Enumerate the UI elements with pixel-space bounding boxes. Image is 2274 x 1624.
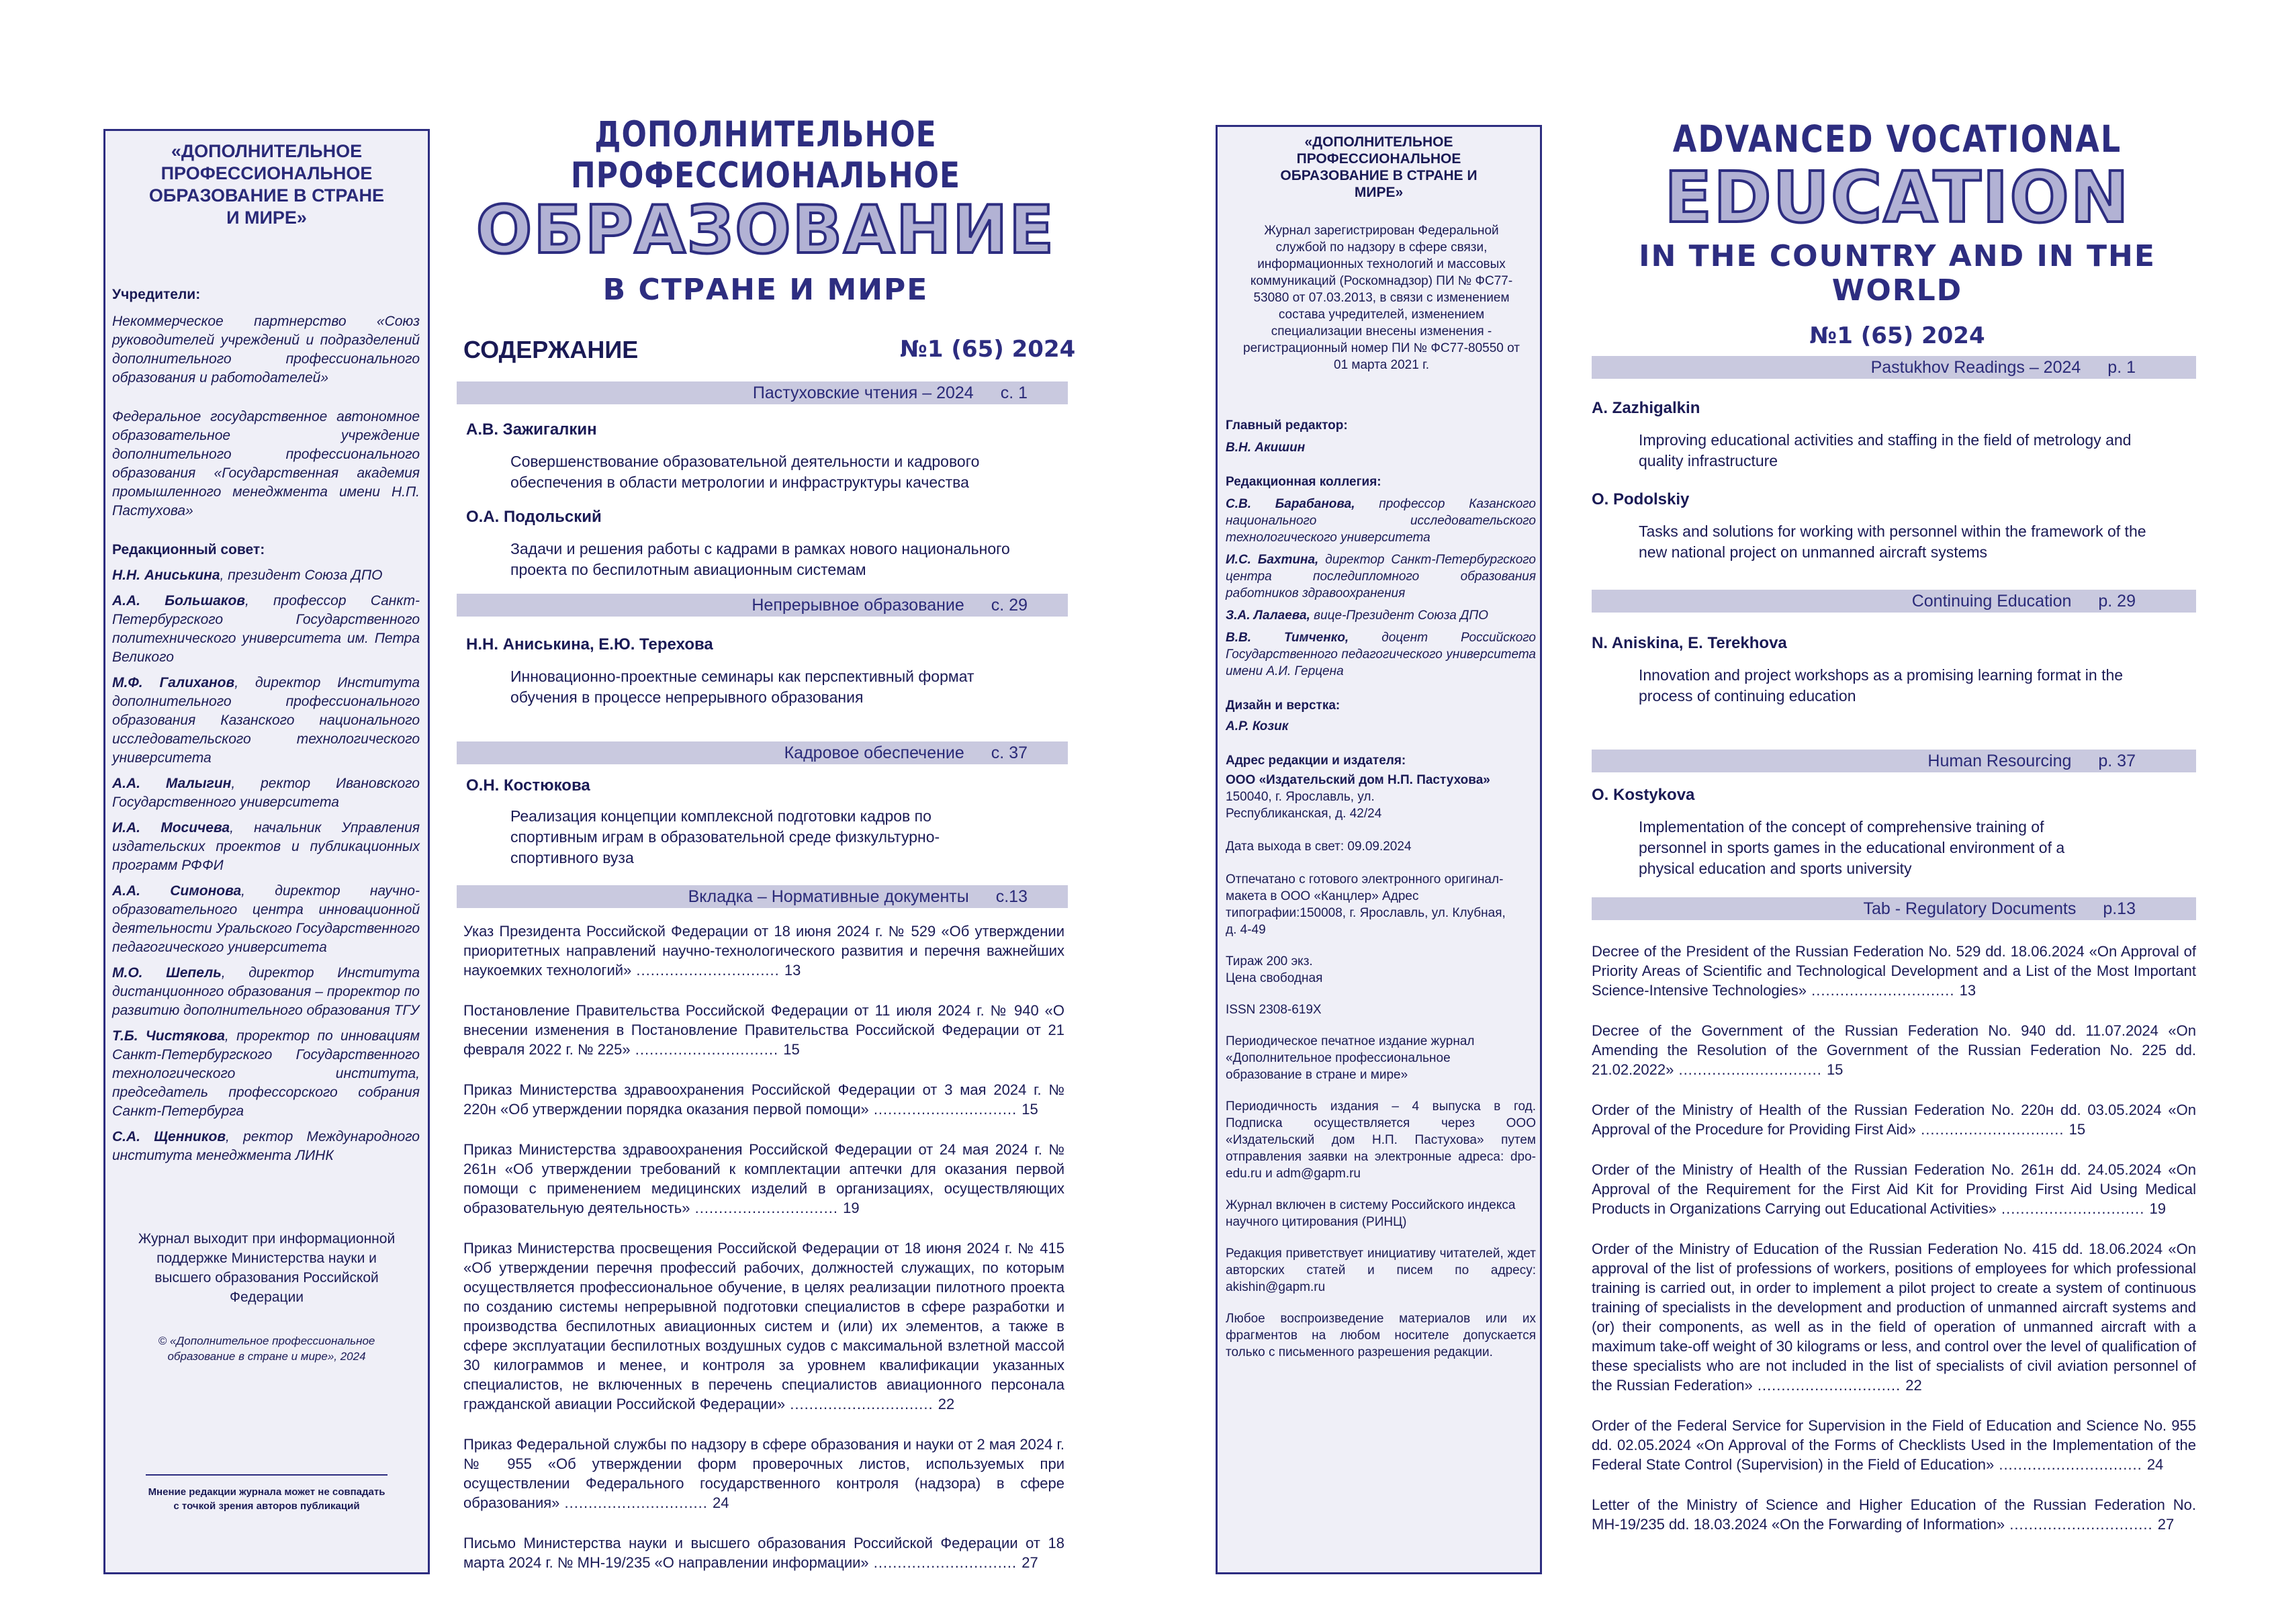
council-member-role: , ректор Международного института менеджмента ЛИНК — [112, 1129, 420, 1163]
council-member-name: А.А. Симонова — [112, 883, 242, 899]
document-page: 13 — [1959, 982, 1976, 999]
council-member-role: , президент Союза ДПО — [220, 568, 383, 583]
document-page: 22 — [1905, 1377, 1922, 1394]
council-member — [112, 592, 420, 667]
document-text: Letter of the Ministry of Science and Higher Education of the Russian Federation No. МН-19/235 dd. 18.03.2024 «On the Forwarding of Information» — [1592, 1496, 2196, 1533]
en-section-bar-1 — [1592, 356, 2196, 379]
document-page: 24 — [2146, 1456, 2164, 1473]
section-title: Continuing Education — [1911, 591, 2072, 611]
section-page: с. 37 — [991, 743, 1028, 762]
document-text: Order of the Ministry of Health of the Russian Federation No. 261н dd. 24.05.2024 «On Approval of the Requirement for the First Aid Kit for Providing First Aid Using Medical Products in Organizations Carrying out Educational Activities» — [1592, 1161, 2196, 1217]
chief-editor-label — [1226, 417, 1536, 434]
document-entry — [1592, 1100, 2196, 1139]
document-entry — [463, 921, 1064, 980]
ru-section-bar-2 — [457, 594, 1068, 617]
document-entry — [1592, 1239, 2196, 1395]
document-page: 27 — [2157, 1516, 2175, 1533]
rinc-info: Журнал включен в систему Российского индекса научного цитирования (РИНЦ) — [1226, 1198, 1516, 1229]
board-member — [1226, 607, 1536, 624]
document-entry — [1592, 1160, 2196, 1218]
document-leader: .............................. — [868, 1101, 1022, 1118]
en-section-bar-2 — [1592, 590, 2196, 613]
council-member — [112, 1128, 420, 1165]
founder-1: Некоммерческое партнерство «Союз руководителей учреждений и подразделений дополнительного профессионального образования и работодателей» — [112, 314, 420, 386]
welcome-info: Редакция приветствует инициативу читателей, ждет авторских статей и писем по адресу: akishin@gapm.ru — [1226, 1247, 1536, 1294]
board-member-role: доцент Российского Государственного педагогического университета имени А.И. Герцена — [1226, 631, 1536, 678]
en-documents-list — [1592, 942, 2196, 1555]
document-text: Decree of the Government of the Russian Federation No. 940 dd. 11.07.2024 «On Amending the Resolution of the Government of the Russian Federation No. 225 dd. 21.02.2022» — [1592, 1022, 2196, 1078]
document-leader: .............................. — [1674, 1061, 1827, 1078]
document-text: Order of the Federal Service for Supervision in the Field of Education and Science No. 955 dd. 02.05.2024 «On Approval of the Forms of Checklists Used in the Implementation of the Federal State Control (Supervision) in the Field of Education» — [1592, 1417, 2196, 1473]
section-title: Пастуховские чтения – 2024 — [752, 383, 974, 402]
board-member-role: директор Санкт-Петербургского центра последипломного образования работников здравоохранения — [1226, 553, 1536, 600]
document-leader: .............................. — [1916, 1121, 2069, 1138]
ru-article-title-3: Инновационно-проектные семинары как перспективный формат обучения в процессе непрерывного образования — [510, 668, 974, 706]
ru-section-bar-4 — [457, 885, 1068, 908]
document-entry — [463, 1533, 1064, 1572]
en-article-title-2: Tasks and solutions for working with personnel within the framework of the new national project on unmanned aircraft systems — [1639, 523, 2146, 561]
section-page: с.13 — [995, 887, 1028, 906]
document-leader: .............................. — [1994, 1456, 2147, 1473]
document-entry — [463, 1001, 1064, 1059]
en-article-author-2: O. Podolskiy — [1592, 490, 1690, 508]
imprint-sidebar — [1216, 125, 1542, 1574]
document-leader: .............................. — [1807, 982, 1960, 999]
address-label: Адрес редакции и издателя: — [1226, 754, 1406, 768]
section-title: Tab - Regulatory Documents — [1863, 899, 2077, 918]
en-article-author-3: N. Aniskina, E. Terekhova — [1592, 634, 1787, 652]
en-masthead — [1612, 117, 2183, 349]
council-label: Редакционный совет: — [112, 542, 265, 557]
disclaimer-box — [146, 1474, 388, 1513]
section-title: Вкладка – Нормативные документы — [688, 887, 969, 906]
council-member-role: , начальник Управления издательских проектов и публикационных программ РФФИ — [112, 820, 420, 873]
ru-masthead — [457, 114, 1075, 307]
en-section-bar-3 — [1592, 750, 2196, 772]
document-text: Приказ Министерства здравоохранения Российской Федерации от 24 мая 2024 г. № 261н «Об утверждении требований к комплектации аптечки для оказания первой помощи с применением медицинских изделий в организациях, осуществляющих образовательную деятельность» — [463, 1141, 1064, 1216]
frequency-info: Периодичность издания – 4 выпуска в год. Подписка осуществляется через ООО «Издательский дом Н.П. Пастухова» путем отправления заявки на электронные адреса: dpo-edu.ru и adm@gapm.ru — [1226, 1099, 1536, 1181]
support-note: Журнал выходит при информационной поддержке Министерства науки и высшего образования Российской Федерации — [138, 1231, 396, 1305]
board-list — [1226, 496, 1536, 680]
copy-notice: Любое воспроизведение материалов или их фрагментов на любом носителе допускается только с письменного разрешения редакции. — [1226, 1312, 1536, 1359]
council-member-name: М.Ф. Галиханов — [112, 675, 235, 690]
document-entry — [1592, 942, 2196, 1000]
section-title: Human Resourcing — [1927, 751, 2072, 770]
ru-article-title-1: Совершенствование образовательной деятельности и кадрового обеспечения в области метрологии и инфраструктуры качества — [510, 453, 980, 491]
document-page: 15 — [2068, 1121, 2086, 1138]
section-page: с. 1 — [1000, 383, 1028, 402]
section-title: Pastukhov Readings – 2024 — [1870, 357, 2081, 377]
en-masthead-line3: IN THE COUNTRY AND IN THE WORLD — [1639, 239, 2156, 308]
ru-contents-heading: СОДЕРЖАНИЕ — [463, 336, 639, 363]
council-member-role: , ректор Ивановского Государственного университета — [112, 776, 420, 810]
en-issue-number: №1 (65) 2024 — [1809, 322, 1985, 349]
document-page: 15 — [783, 1041, 800, 1058]
en-article-author-4: O. Kostykova — [1592, 786, 1695, 804]
board-member — [1226, 496, 1536, 546]
document-page: 22 — [938, 1396, 955, 1412]
council-member — [112, 964, 420, 1020]
issn: ISSN 2308-619X — [1226, 1003, 1322, 1017]
ru-section-bar-3 — [457, 741, 1068, 764]
board-member-name: З.А. Лалаева, — [1226, 608, 1310, 623]
board-member-name: И.С. Бахтина, — [1226, 553, 1319, 567]
en-masthead-line1: ADVANCED VOCATIONAL — [1672, 117, 2122, 161]
board-member-role: профессор Казанского национального исследовательского технологического университета — [1226, 497, 1536, 545]
document-text: Order of the Ministry of Health of the Russian Federation No. 220н dd. 03.05.2024 «On Approval of the Procedure for Providing First Aid» — [1592, 1101, 2196, 1138]
council-member-role: , директор Института дистанционного образования – проректор по развитию дополнительного образования ТГУ — [112, 965, 420, 1018]
document-leader: .............................. — [630, 1041, 784, 1058]
ru-section-bar-1 — [457, 381, 1068, 404]
council-member-role: , директор Института дополнительного профессионального образования Казанского национального исследовательского технологического университета — [112, 675, 420, 766]
circulation: Тираж 200 экз. — [1226, 954, 1313, 968]
ru-masthead-line2: ОБРАЗОВАНИЕ — [475, 192, 1056, 269]
council-member — [112, 819, 420, 875]
council-member — [112, 882, 420, 957]
chief-editor-name: В.Н. Акишин — [1226, 441, 1306, 455]
ru-article-author-3: Н.Н. Аниськина, Е.Ю. Терехова — [466, 635, 713, 653]
board-member — [1226, 551, 1536, 602]
en-section-bar-4 — [1592, 897, 2196, 920]
section-page: p. 1 — [2107, 357, 2136, 377]
board-label: Редакционная коллегия: — [1226, 475, 1381, 489]
council-list — [112, 566, 420, 1165]
council-member-name: Н.Н. Аниськина — [112, 568, 220, 583]
document-page: 15 — [1826, 1061, 1844, 1078]
document-text: Приказ Федеральной службы по надзору в сфере образования и науки от 2 мая 2024 г. № 955 «Об утверждении форм проверочных листов, используемых при осуществлении Федерального государственного контроля (надзора) в сфере образования» — [463, 1436, 1064, 1511]
ru-issue-number: №1 (65) 2024 — [900, 336, 1076, 363]
periodical-info: Периодическое печатное издание журнал «Дополнительное профессиональное образование в стране и мире» — [1226, 1034, 1475, 1082]
price: Цена свободная — [1226, 971, 1323, 985]
section-title: Кадровое обеспечение — [784, 743, 964, 762]
ru-article-title-4: Реализация концепции комплексной подготовки кадров по спортивным играм в образовательной среде физкультурно-спортивного вуза — [510, 807, 940, 866]
ru-article-author-4: О.Н. Костюкова — [466, 776, 590, 795]
document-leader: .............................. — [1996, 1200, 2150, 1217]
printing-info: Отпечатано с готового электронного оригинал-макета в ООО «Канцлер» Адрес типографии:150008, г. Ярославль, ул. Клубная, д. 4-49 — [1226, 872, 1506, 937]
sidebar-journal-title: «ДОПОЛНИТЕЛЬНОЕ ПРОФЕССИОНАЛЬНОЕ ОБРАЗОВАНИЕ В СТРАНЕ И МИРЕ» — [148, 141, 385, 228]
document-entry — [463, 1080, 1064, 1119]
council-member — [112, 674, 420, 768]
council-member-role: , проректор по инновациям Санкт-Петербургского Государственного технологического института, председатель профессорского собрания Санкт-Петербурга — [112, 1028, 420, 1119]
document-text: Письмо Министерства науки и высшего образования Российской Федерации от 18 марта 2024 г. № МН-19/235 «О направлении информации» — [463, 1535, 1064, 1571]
document-page: 27 — [1021, 1554, 1038, 1571]
document-entry — [1592, 1416, 2196, 1474]
document-entry — [463, 1238, 1064, 1414]
document-leader: .............................. — [1752, 1377, 1906, 1394]
document-page: 13 — [784, 962, 801, 979]
document-leader: .............................. — [868, 1554, 1022, 1571]
document-leader: .............................. — [631, 962, 784, 979]
council-member — [112, 566, 420, 585]
board-member-name: В.В. Тимченко, — [1226, 631, 1349, 645]
document-text: Приказ Министерства здравоохранения Российской Федерации от 3 мая 2024 г. № 220н «Об утверждении порядка оказания первой помощи» — [463, 1081, 1064, 1118]
ru-article-author-2: О.А. Подольский — [466, 508, 602, 526]
ru-documents-list — [463, 921, 1064, 1593]
publisher-address: 150040, г. Ярославль, ул. Республиканская, д. 42/24 — [1226, 790, 1382, 821]
document-leader: .............................. — [2005, 1516, 2158, 1533]
en-article-title-3: Innovation and project workshops as a promising learning format in the process of continuing education — [1639, 666, 2124, 705]
left-sidebar — [103, 129, 430, 1574]
document-text: Приказ Министерства просвещения Российской Федерации от 18 июня 2024 г. № 415 «Об утверждении перечня профессий рабочих, должностей служащих, по которым осуществляется профессиональное обучение, в целях реализации пилотного проекта по созданию системы непрерывной подготовки специалистов в сфере разработки и производства беспилотных авиационных систем и (или) их элементов, а также в сфере эксплуатации беспилотных воздушных судов с максимальной взлетной массой 30 килограммов и менее, и контроля за уровнем квалификации указанных специалистов, не включенных в перечень специалистов авиационного персонала гражданской авиации Российской Федерации» — [463, 1240, 1064, 1412]
registration-info: Журнал зарегистрирован Федеральной службой по надзору в сфере связи, информационных технологий и массовых коммуникаций (Роскомнадзор) ПИ № ФС77-53080 от 07.03.2013, в связи с изменением состава учредителей, изменением специализации внесены изменения - регистрационный номер ПИ № ФС77-80550 от 01 марта 2021 г. — [1243, 224, 1520, 372]
section-page: p. 37 — [2098, 751, 2136, 770]
founders-label: Учредители: — [112, 287, 201, 302]
council-member — [112, 774, 420, 812]
founder-2: Федеральное государственное автономное образовательное учреждение дополнительного профессионального образования «Государственная академия промышленного менеджмента имени Н.П. Пастухова» — [112, 409, 420, 518]
en-article-title-4: Implementation of the concept of comprehensive training of personnel in sports games in the educational environment of a physical education and sports university — [1639, 818, 2065, 877]
ru-masthead-line1: ДОПОЛНИТЕЛЬНОЕ ПРОФЕССИОНАЛЬНОЕ — [570, 114, 961, 197]
council-member-name: М.О. Шепель — [112, 965, 222, 981]
disclaimer-text: Мнение редакции журнала может не совпадать с точкой зрения авторов публикаций — [148, 1486, 385, 1512]
document-page: 15 — [1021, 1101, 1038, 1118]
en-article-author-1: A. Zazhigalkin — [1592, 399, 1700, 417]
council-member-name: Т.Б. Чистякова — [112, 1028, 225, 1044]
design-label: Дизайн и верстка: — [1226, 698, 1340, 713]
council-member-name: А.А. Малыгин — [112, 776, 232, 791]
document-leader: .............................. — [785, 1396, 938, 1412]
council-member-name: А.А. Большаков — [112, 593, 245, 608]
council-member-name: С.А. Щенников — [112, 1129, 226, 1144]
council-member-role: , директор научно-образовательного центра инновационной деятельности Уральского Государственного педагогического университета — [112, 883, 420, 955]
ru-masthead-line3: В СТРАНЕ И МИРЕ — [602, 273, 929, 307]
document-leader: .............................. — [690, 1200, 844, 1216]
board-member-name: С.В. Барабанова, — [1226, 497, 1355, 511]
en-masthead-line2: EDUCATION — [1664, 156, 2130, 238]
document-text: Decree of the President of the Russian Federation No. 529 dd. 18.06.2024 «On Approval of Priority Areas of Scientific and Technological Development and a List of the Most Important Science-Intensive Technologies» — [1592, 943, 2196, 999]
section-page: p. 29 — [2098, 591, 2136, 611]
council-member — [112, 1027, 420, 1121]
document-entry — [463, 1140, 1064, 1218]
ru-article-author-1: А.В. Зажигалкин — [466, 420, 597, 439]
document-text: Указ Президента Российской Федерации от 18 июня 2024 г. № 529 «Об утверждении приоритетных направлений научно-технологического развития и перечня важнейших наукоемких технологий» — [463, 923, 1064, 979]
publisher-name: ООО «Издательский дом Н.П. Пастухова» — [1226, 773, 1490, 787]
board-member — [1226, 629, 1536, 680]
council-member-role: , профессор Санкт-Петербургского Государственного политехнического университета им. Петра Великого — [112, 593, 420, 665]
document-text: Order of the Ministry of Education of the Russian Federation No. 415 dd. 18.06.2024 «On approval of the list of professions of workers, positions of employees for which professional training is carried out, in order to implement a pilot project to create a system of continuous training of specialists in the development and production of unmanned aircraft systems and (or) their components, as well as in the field of operation of unmanned aircraft with a maximum take-off weight of 30 kilograms or less, and control over the level of qualification of these specialists who are not included in the list of specialists of civil aviation personnel of the Russian Federation» — [1592, 1240, 2196, 1394]
document-entry — [1592, 1021, 2196, 1079]
document-leader: .............................. — [559, 1494, 713, 1511]
copyright-note: © «Дополнительное профессиональное образование в стране и мире», 2024 — [158, 1335, 375, 1363]
design-name: А.Р. Козик — [1226, 719, 1289, 733]
section-page: с. 29 — [991, 595, 1028, 615]
document-page: 19 — [843, 1200, 860, 1216]
board-member-role: вице-Президент Союза ДПО — [1310, 608, 1489, 623]
ru-article-title-2: Задачи и решения работы с кадрами в рамках нового национального проекта по беспилотным авиационным системам — [510, 540, 1010, 578]
document-page: 19 — [2149, 1200, 2166, 1217]
council-member-name: И.А. Мосичева — [112, 820, 230, 836]
document-entry — [1592, 1495, 2196, 1534]
en-article-title-1: Improving educational activities and staffing in the field of metrology and quality infrastructure — [1639, 431, 2132, 469]
release-date: Дата выхода в свет: 09.09.2024 — [1226, 840, 1412, 854]
document-text: Постановление Правительства Российской Федерации от 11 июля 2024 г. № 940 «О внесении изменения в Постановление Правительства Российской Федерации от 21 февраля 2022 г. № 225» — [463, 1002, 1064, 1058]
section-title: Непрерывное образование — [752, 595, 964, 615]
section-page: p.13 — [2103, 899, 2136, 918]
chief-label: Главный редактор: — [1226, 418, 1348, 433]
document-page: 24 — [713, 1494, 729, 1511]
document-entry — [463, 1435, 1064, 1513]
imprint-journal-title: «ДОПОЛНИТЕЛЬНОЕ ПРОФЕССИОНАЛЬНОЕ ОБРАЗОВАНИЕ В СТРАНЕ И МИРЕ» — [1280, 134, 1477, 200]
